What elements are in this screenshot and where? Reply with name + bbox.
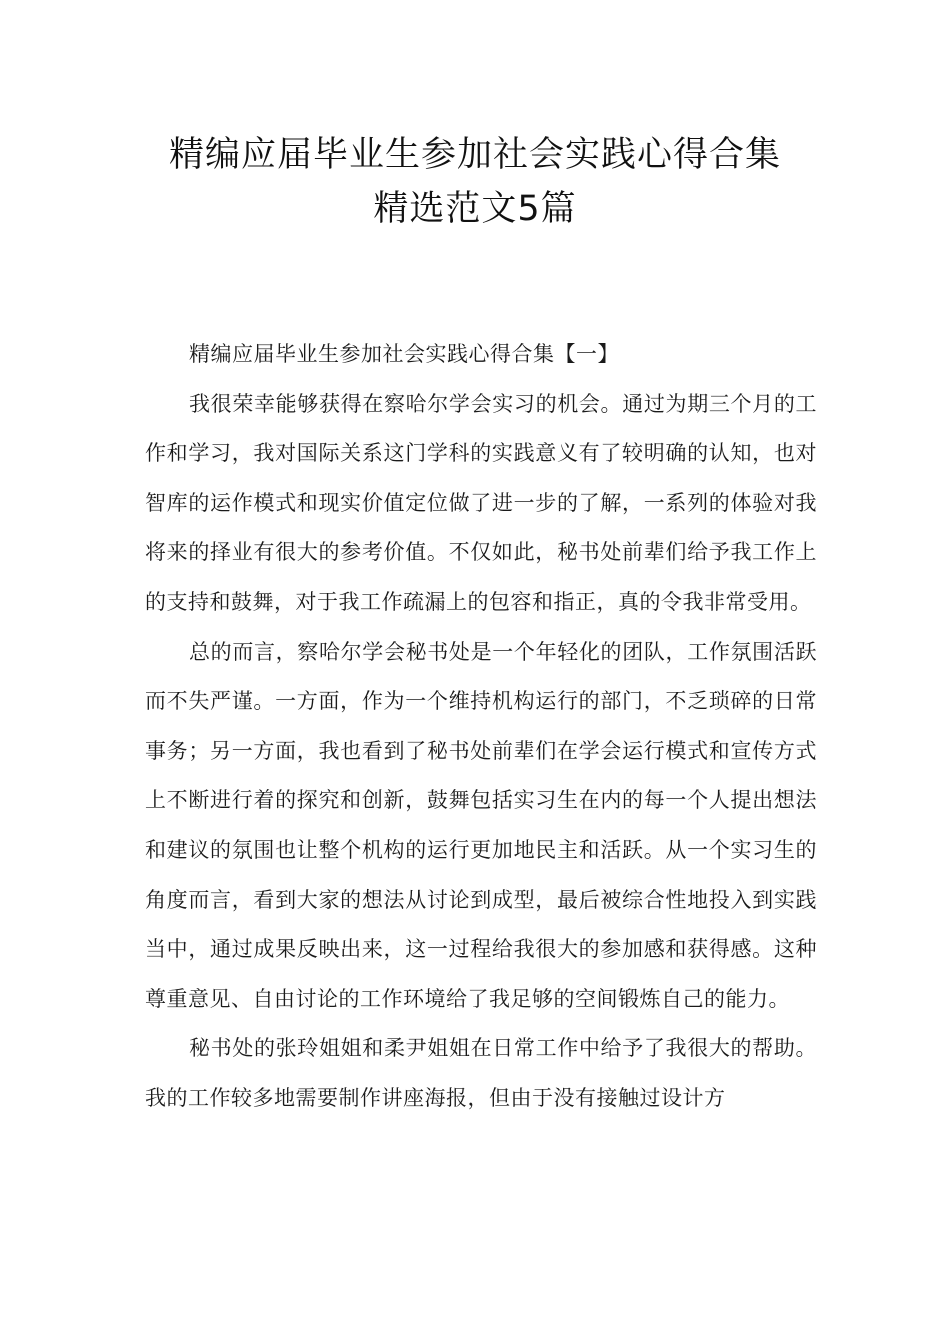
- paragraph-2: 总的而言，察哈尔学会秘书处是一个年轻化的团队，工作氛围活跃而不失严谨。一方面，作为一个维持机构运行的部门，不乏琐碎的日常事务；另一方面，我也看到了秘书处前辈们在学会运行模式和宣传方式上不断进行着的探究和创新，鼓舞包括实习生在内的每一个人提出想法和建议的氛围也让整个机构的运行更加地民主和活跃。从一个实习生的角度而言，看到大家的想法从讨论到成型，最后被综合性地投入到实践当中，通过成果反映出来，这一过程给我很大的参加感和获得感。这种尊重意见、自由讨论的工作环境给了我足够的空间锻炼自己的能力。: [145, 639, 817, 1011]
- document-title: [0, 128, 950, 236]
- paragraph-1: 我很荣幸能够获得在察哈尔学会实习的机会。通过为期三个月的工作和学习，我对国际关系这门学科的实践意义有了较明确的认知，也对智库的运作模式和现实价值定位做了进一步的了解，一系列的体验对我将来的择业有很大的参考价值。不仅如此，秘书处前辈们给予我工作上的支持和鼓舞，对于我工作疏漏上的包容和指正，真的令我非常受用。: [145, 391, 817, 614]
- section-heading: 精编应届毕业生参加社会实践心得合集【一】: [189, 342, 619, 366]
- title-line-2: 精选范文5篇: [373, 189, 577, 229]
- title-line-1: 精编应届毕业生参加社会实践心得合集: [168, 135, 781, 175]
- paragraph-3: 秘书处的张玲姐姐和柔尹姐姐在日常工作中给予了我很大的帮助。我的工作较多地需要制作讲座海报，但由于没有接触过设计方: [145, 1036, 817, 1110]
- document-body: [145, 330, 817, 1124]
